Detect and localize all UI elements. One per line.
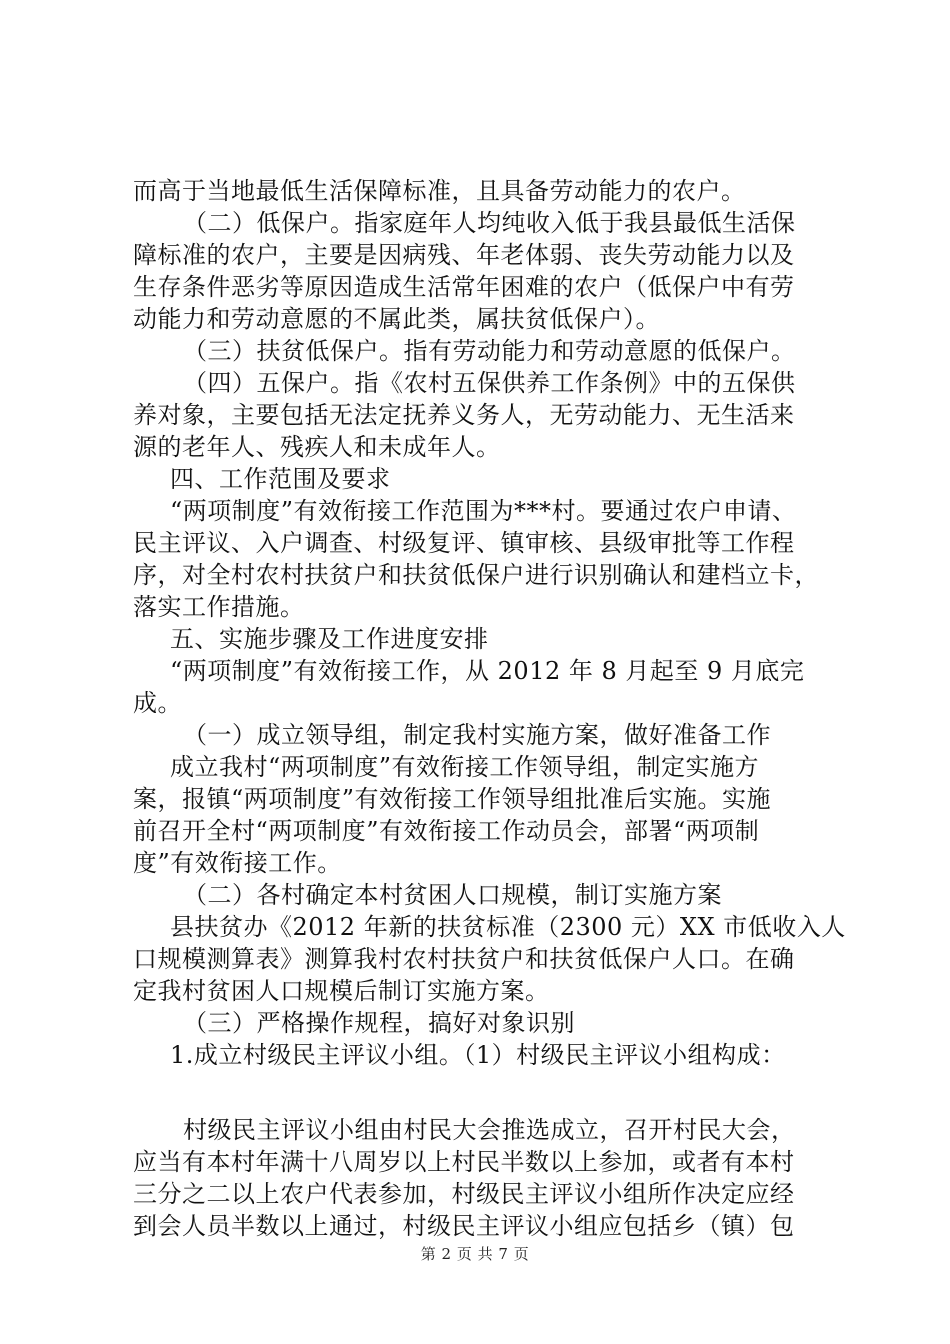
text-line: 应当有本村年满十八周岁以上村民半数以上参加，或者有本村 [133, 1148, 795, 1176]
text-line: 养对象，主要包括无法定抚养义务人，无劳动能力、无生活来 [133, 401, 795, 429]
text-line: 落实工作措施。 [133, 593, 305, 621]
text-line: 前召开全村“两项制度”有效衔接工作动员会，部署“两项制 [133, 817, 760, 845]
text-line: 民主评议、入户调查、村级复评、镇审核、县级审批等工作程 [133, 529, 795, 557]
text-line: 生存条件恶劣等原因造成生活常年困难的农户（低保户中有劳 [133, 273, 795, 301]
text-line: 定我村贫困人口规模后制订实施方案。 [133, 977, 550, 1005]
text-line: 村级民主评议小组由村民大会推选成立，召开村民大会， [183, 1116, 796, 1144]
subsection-heading: （二）各村确定本村贫困人口规模，制订实施方案 [183, 881, 722, 909]
text-line: 案，报镇“两项制度”有效衔接工作领导组批准后实施。实施 [133, 785, 772, 813]
text-line: 成立我村“两项制度”有效衔接工作领导组，制定实施方 [170, 753, 760, 781]
text-line: 口规模测算表》测算我村农村扶贫户和扶贫低保户人口。在确 [133, 945, 795, 973]
section-heading: 五、实施步骤及工作进度安排 [170, 625, 489, 653]
text-line: 而高于当地最低生活保障标准，且具备劳动能力的农户。 [133, 177, 746, 205]
text-line: 序，对全村农村扶贫户和扶贫低保户进行识别确认和建档立卡， [133, 561, 819, 589]
subsection-heading: （一）成立领导组，制定我村实施方案，做好准备工作 [183, 721, 771, 749]
text-line: 源的老年人、残疾人和未成年人。 [133, 433, 501, 461]
text-line: 到会人员半数以上通过，村级民主评议小组应包括乡（镇）包 [133, 1212, 795, 1240]
text-line: “两项制度”有效衔接工作，从 2012 年 8 月起至 9 月底完 [170, 657, 805, 685]
text-line: （二）低保户。指家庭年人均纯收入低于我县最低生活保 [183, 209, 796, 237]
text-line: 1.成立村级民主评议小组。（1）村级民主评议小组构成： [170, 1041, 786, 1069]
text-line: 三分之二以上农户代表参加，村级民主评议小组所作决定应经 [133, 1180, 795, 1208]
text-line: 县扶贫办《2012 年新的扶贫标准（2300 元）XX 市低收入人 [170, 913, 846, 941]
text-line: 度”有效衔接工作。 [133, 849, 342, 877]
text-line: 障标准的农户，主要是因病残、年老体弱、丧失劳动能力以及 [133, 241, 795, 269]
text-line: （四）五保户。指《农村五保供养工作条例》中的五保供 [183, 369, 796, 397]
text-line: （三）扶贫低保户。指有劳动能力和劳动意愿的低保户。 [183, 337, 796, 365]
text-line: 动能力和劳动意愿的不属此类，属扶贫低保户）。 [133, 305, 660, 333]
text-line: “两项制度”有效衔接工作范围为***村。要通过农户申请、 [170, 497, 797, 525]
section-heading: 四、工作范围及要求 [170, 465, 391, 493]
subsection-heading: （三）严格操作规程，搞好对象识别 [183, 1009, 575, 1037]
text-line: 成。 [133, 689, 182, 717]
page-number-footer: 第 2 页 共 7 页 [420, 1245, 530, 1263]
